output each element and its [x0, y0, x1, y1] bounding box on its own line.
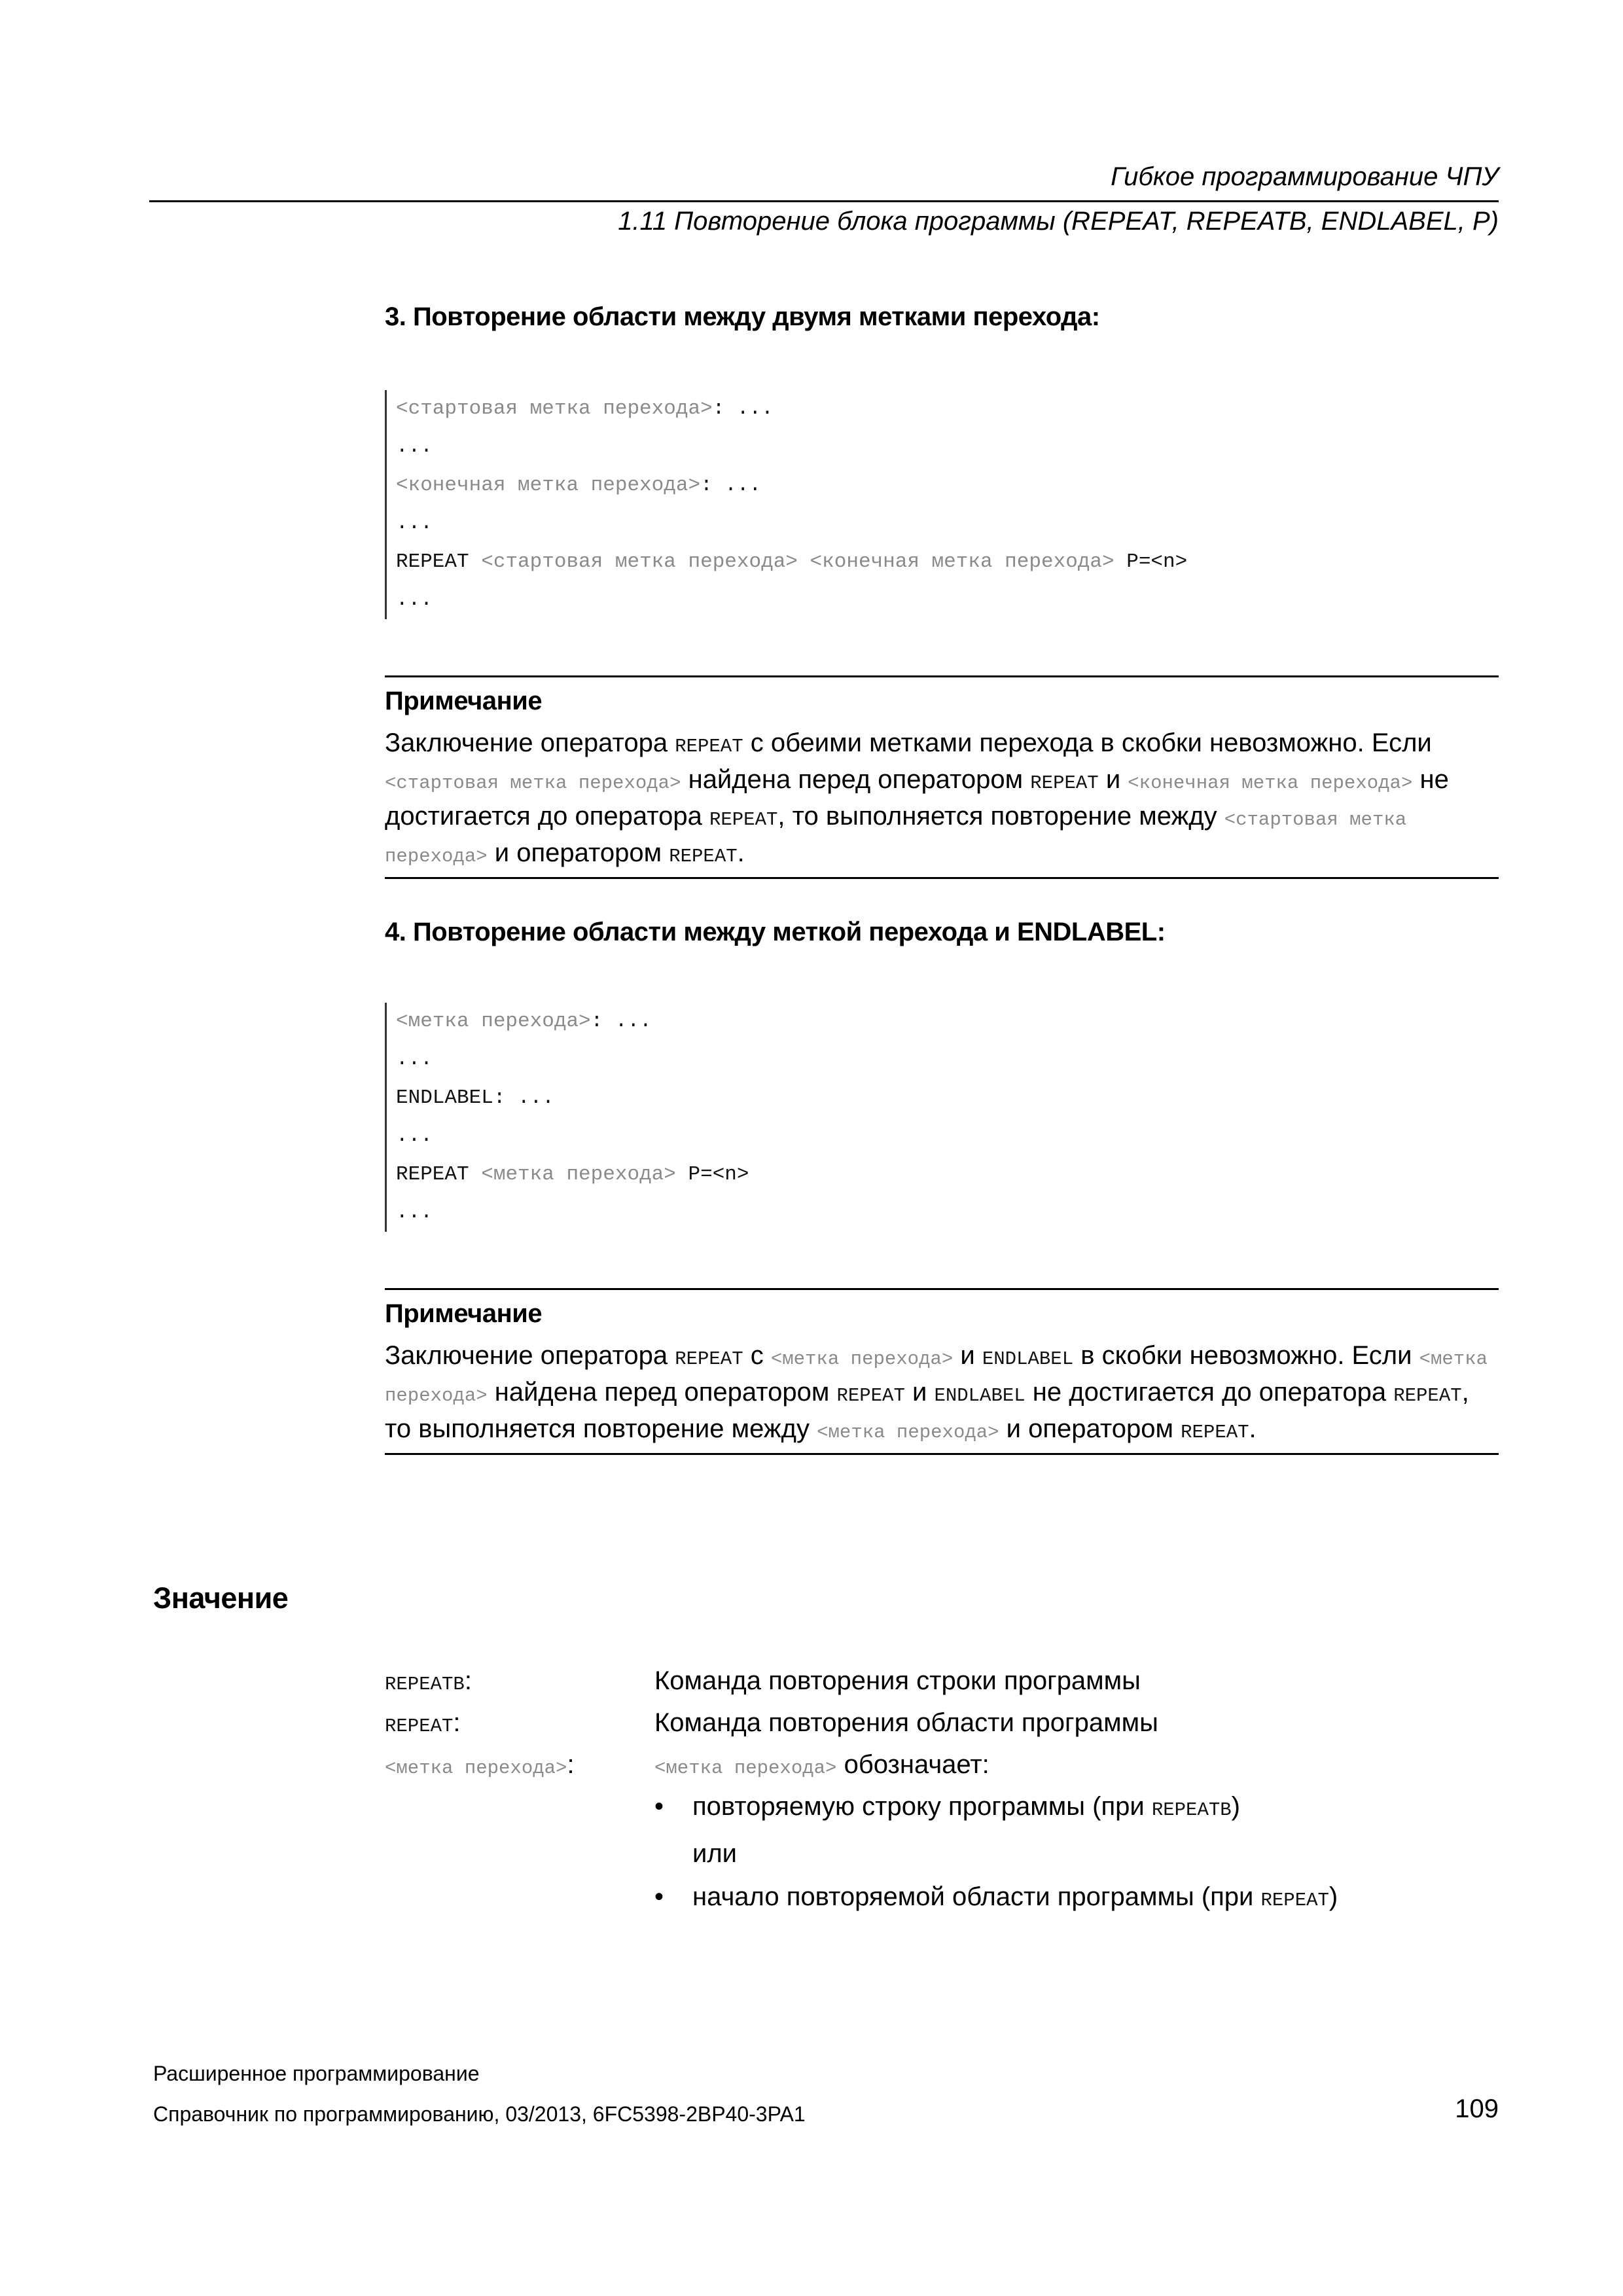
- note-title: Примечание: [385, 1299, 543, 1328]
- code-line: ...: [396, 512, 433, 535]
- section4-code-block: [385, 1003, 1508, 1232]
- code-line: ENDLABEL: ...: [396, 1086, 554, 1109]
- meaning-desc: Команда повторения строки программы: [654, 1666, 1141, 1695]
- section3-code-block: [385, 390, 1508, 619]
- code-line: ...: [396, 588, 433, 611]
- section3-heading: 3. Повторение области между двумя метками перехода:: [385, 302, 1100, 331]
- code-line: ...: [396, 1124, 433, 1148]
- meaning-heading: Значение: [153, 1581, 289, 1615]
- note-text: Заключение оператора REPEAT с <метка перехода> и ENDLABEL в скобки невозможно. Если <метка перехода> найдена перед оператором REPEAT и ENDLABEL не достигается до оператора REPEAT, то выполняется повторение между <метка перехода> и оператором REPEAT.: [385, 1341, 1488, 1443]
- bullet-item: • начало повторяемой области программы (при REPEAT): [654, 1882, 1338, 1911]
- note-text: Заключение оператора REPEAT с обеими метками перехода в скобки невозможно. Если <стартовая метка перехода> найдена перед оператором REPEAT и <конечная метка перехода> не достигается до оператора REPEAT, то выполняется повторение между <стартовая метка перехода> и оператором REPEAT.: [385, 728, 1449, 867]
- code-line: <метка перехода>: ...: [396, 1010, 652, 1033]
- footer-line1: Расширенное программирование: [153, 2062, 480, 2085]
- code-line: <конечная метка перехода>: ...: [396, 473, 762, 497]
- note-title: Примечание: [385, 687, 543, 715]
- bullet-icon: •: [654, 1792, 664, 1821]
- code-line: ...: [396, 1200, 433, 1224]
- page-number: 109: [1455, 2094, 1499, 2123]
- bullet-or: или: [692, 1839, 738, 1868]
- footer-line2: Справочник по программированию, 03/2013, 6FC5398-2BP40-3PA1: [153, 2102, 806, 2126]
- section3-note: [385, 675, 1499, 879]
- bullet-icon: •: [654, 1882, 664, 1911]
- code-line: ...: [396, 435, 433, 459]
- header-rule: [149, 200, 1499, 202]
- meaning-term: <метка перехода>:: [385, 1750, 575, 1779]
- section4-heading: 4. Повторение области между меткой перехода и ENDLABEL:: [385, 918, 1166, 946]
- code-line: <стартовая метка перехода>: ...: [396, 397, 774, 420]
- bullet-item: • повторяемую строку программы (при REPEATB): [654, 1792, 1240, 1821]
- meaning-desc: <метка перехода> обозначает:: [654, 1750, 990, 1779]
- meaning-desc: Команда повторения области программы: [654, 1708, 1158, 1737]
- meaning-term: REPEATB:: [385, 1666, 472, 1695]
- header-subtitle: 1.11 Повторение блока программы (REPEAT, REPEATB, ENDLABEL, P): [618, 207, 1499, 236]
- code-line: REPEAT <метка перехода> P=<n>: [396, 1162, 749, 1186]
- code-line: ...: [396, 1048, 433, 1071]
- meaning-term: REPEAT:: [385, 1708, 461, 1737]
- section4-note: [385, 1288, 1499, 1455]
- code-line: REPEAT <стартовая метка перехода> <конечная метка перехода> P=<n>: [396, 550, 1188, 573]
- header-title: Гибкое программирование ЧПУ: [1111, 162, 1499, 191]
